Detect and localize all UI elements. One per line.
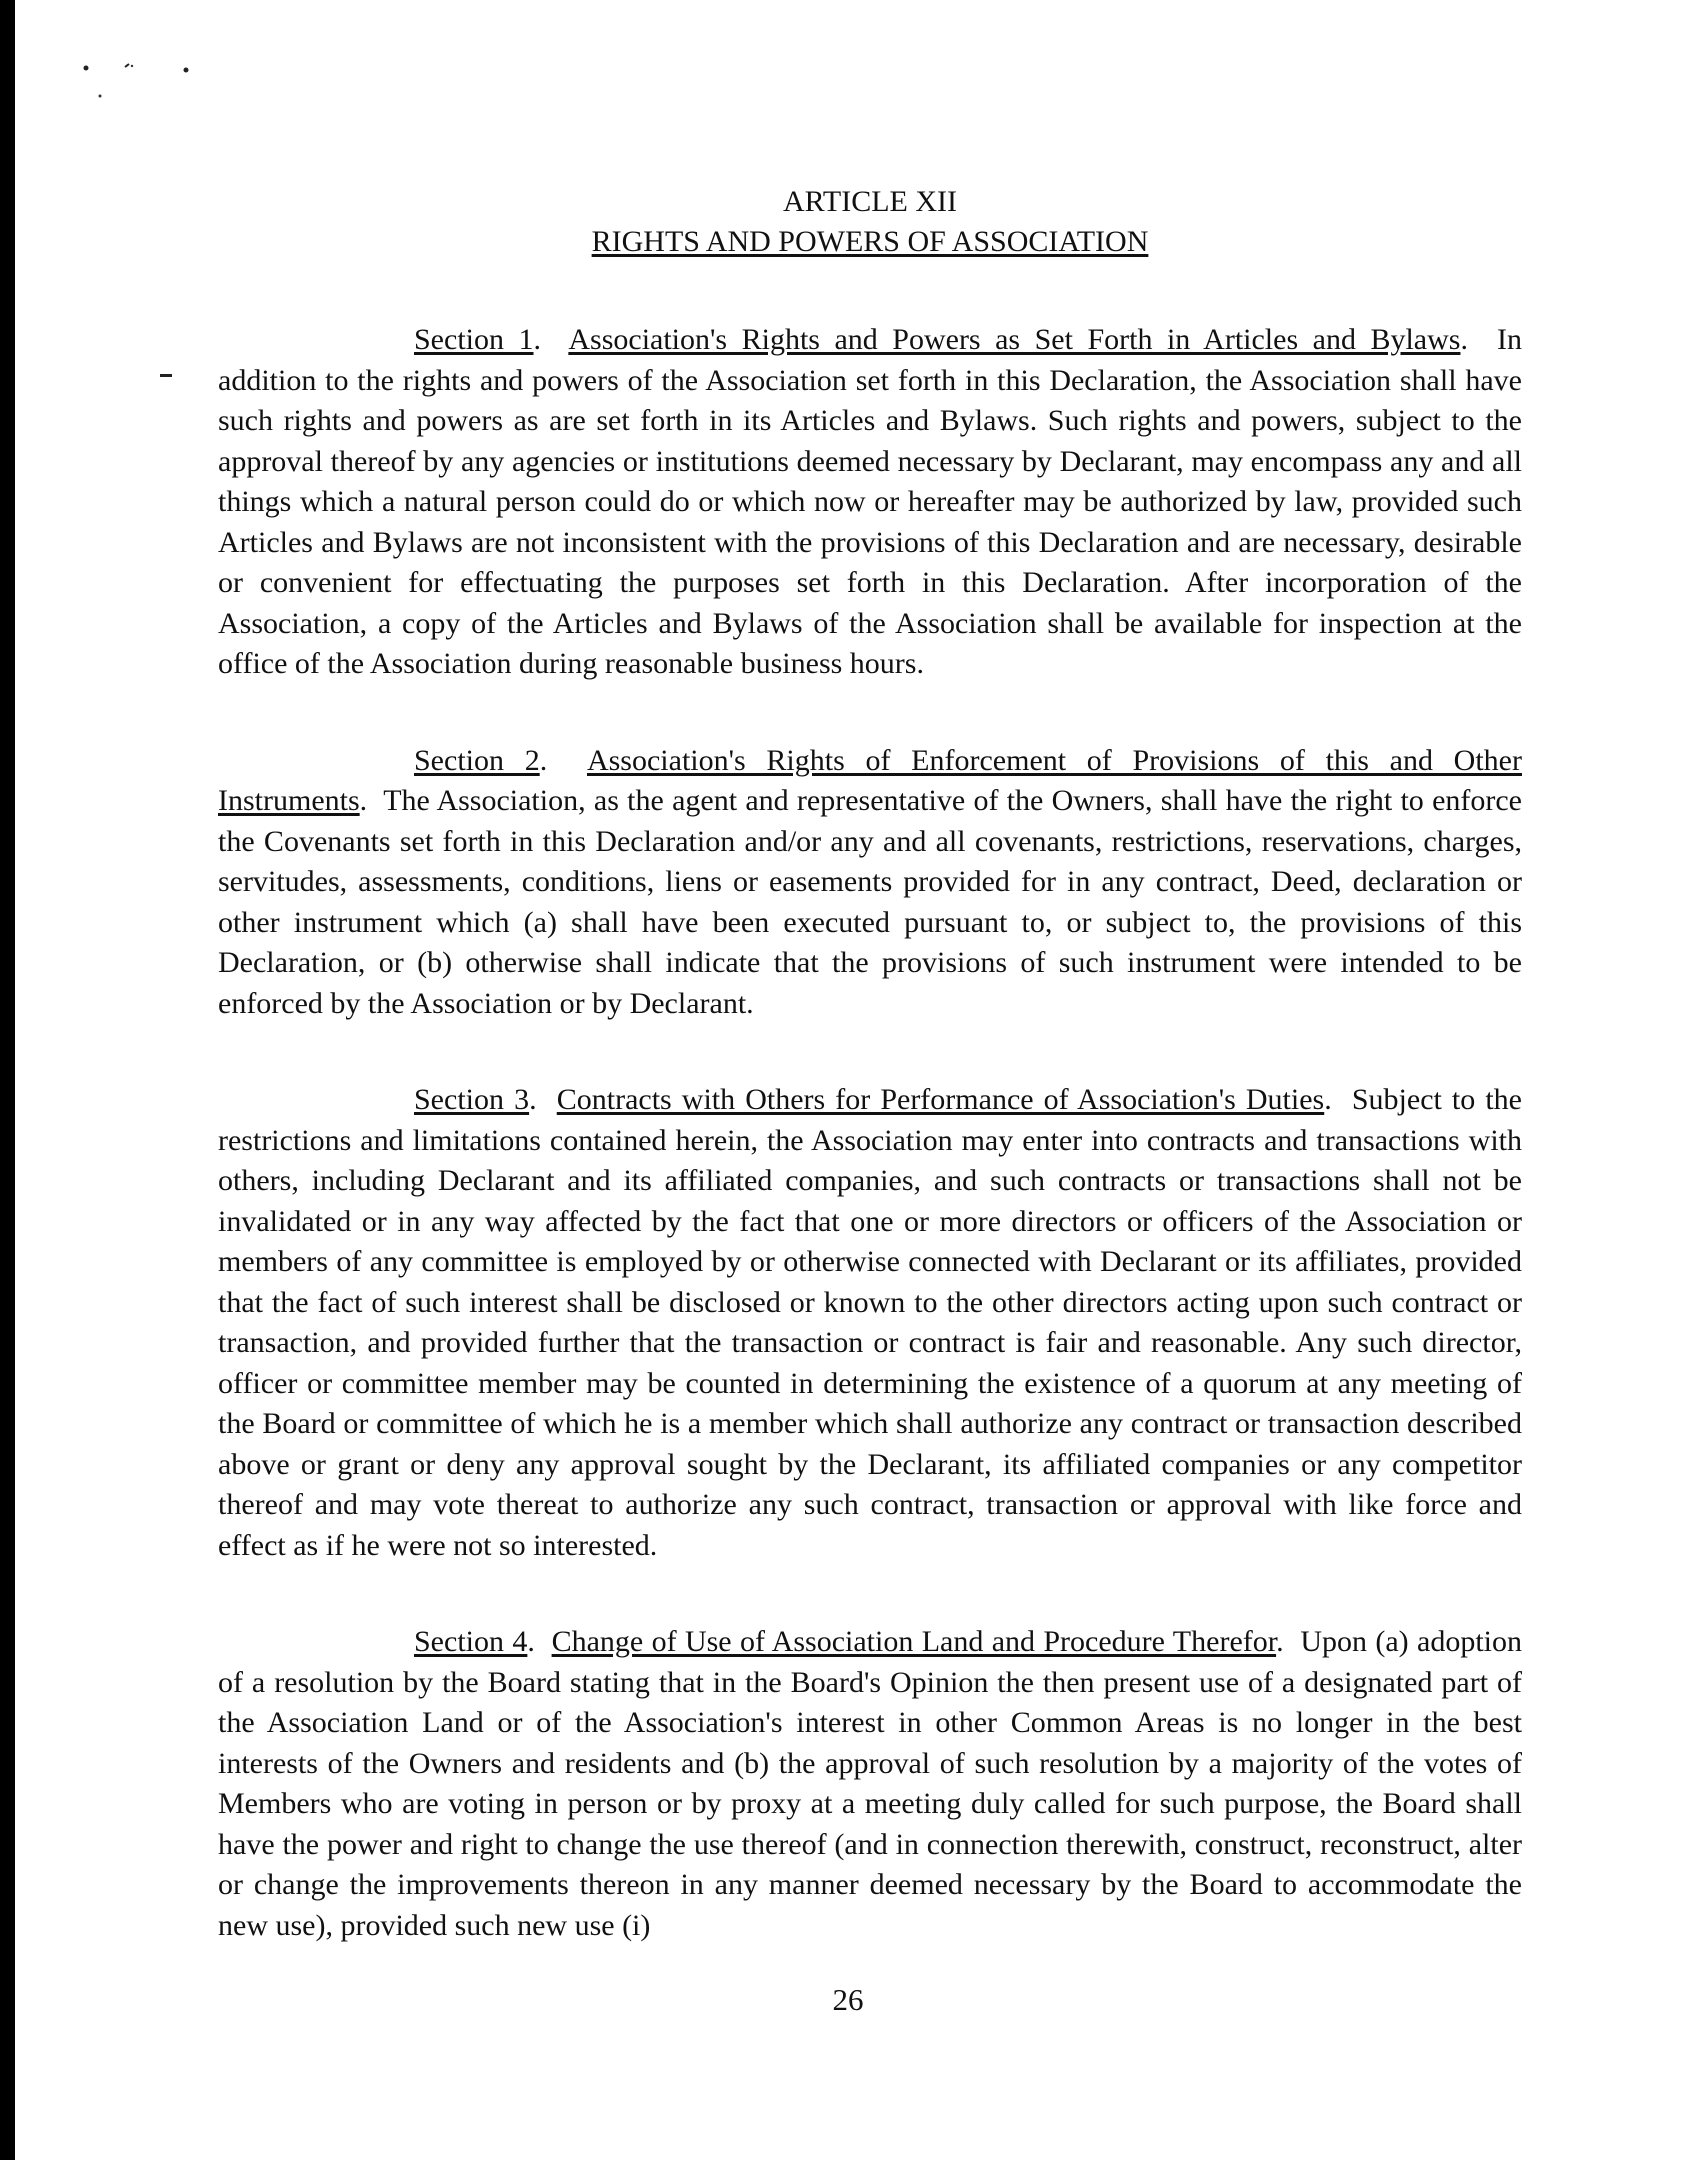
section-body: Upon (a) adoption of a resolution by the Board stating that in the Board's Opinion the then present use of a designated part of the Association Land or of the Association's interest in other Common Areas is no longer in the best interests of the Owners and residents and (b) the approval of such resolution by a majority of the votes of Members who are voting in person or by proxy at a meeting duly called for such purpose, the Board shall have the power and right to change the use thereof (and in connection therewith, construct, reconstruct, alter or change the improvements thereon in any manner deemed necessary by the Board to accommodate the new use), provided such new use (i) [218,1625,1523,1942]
section-body: Subject to the restrictions and limitations contained herein, the Association may enter into contracts and transactions with others, including Declarant and its affiliated companies, and such contracts or transactions shall not be invalidated or in any way affected by the fact that one or more directors or officers of the Association or members of any committee is employed by or otherwise connected with Declarant or its affiliates, provided that the fact of such interest shall be disclosed or known to the other directors acting upon such contract or transaction, and provided further that the transaction or contract is fair and reasonable. Any such director, officer or committee member may be counted in determining the existence of a quorum at any meeting of the Board or committee of which he is a member which shall authorize any contract or transaction described above or grant or deny any approval sought by the Declarant, its affiliated companies or any competitor thereof and may vote thereat to authorize any such contract, transaction or approval with like force and effect as if he were not so interested. [218,1083,1522,1562]
section-2: Section 2. Association's Rights of Enforcement of Provisions of this and Other Instruments. The Association, as the agent and representative of the Owners, shall have the right to enforce the Covenants set forth in this Declaration and/or any and all covenants, restrictions, reservations, charges, servitudes, assessments, conditions, liens or easements provided for in any contract, Deed, declaration or other instrument which (a) shall have been executed pursuant to, or subject to, the provisions of this Declaration, or (b) otherwise shall indicate that the provisions of such instrument were intended to be enforced by the Association or by Declarant. [218,743,1523,1020]
section-label: Section 4 [414,1625,528,1658]
section-4: Section 4. Change of Use of Association Land and Procedure Therefor. Upon (a) adoption of a resolution by the Board stating that in the Board's Opinion the then present use of a designated part of the Association Land or of the Association's interest in other Common Areas is no longer in the best interests of the Owners and residents and (b) the approval of such resolution by a majority of the votes of Members who are voting in person or by proxy at a meeting duly called for such purpose, the Board shall have the power and right to change the use thereof (and in connection therewith, construct, reconstruct, alter or change the improvements thereon in any manner deemed necessary by the Board to accommodate the new use), provided such new use (i) [218,1625,1523,1942]
section-1: Section 1. Association's Rights and Powers as Set Forth in Articles and Bylaws. In addition to the rights and powers of the Association set forth in this Declaration, the Association shall have such rights and powers as are set forth in its Articles and Bylaws. Such rights and powers, subject to the approval thereof by any agencies or institutions deemed necessary by Declarant, may encompass any and all things which a natural person could do or which now or hereafter may be authorized by law, provided such Articles and Bylaws are not inconsistent with the provisions of this Declaration and are necessary, desirable or convenient for effectuating the purposes set forth in this Declaration. After incorporation of the Association, a copy of the Articles and Bylaws of the Association shall be available for inspection at the office of the Association during reasonable business hours. [218,323,1522,680]
section-label: Section 1 [414,323,534,356]
sections-container [218,320,1522,1946]
scan-edge-bar [0,0,15,2160]
article-heading [218,182,1522,262]
section-title: Association's Rights of Enforcement of Provisions of this and Other Instruments [218,743,1522,817]
section-title: Association's Rights and Powers as Set Forth in Articles and Bylaws [568,323,1461,356]
section-body: In addition to the rights and powers of the Association set forth in this Declaration, the Association shall have such rights and powers as are set forth in its Articles and Bylaws. Such rights and powers, subject to the approval thereof by any agencies or institutions deemed necessary by Declarant, may encompass any and all things which a natural person could do or which now or hereafter may be authorized by law, provided such Articles and Bylaws are not inconsistent with the provisions of this Declaration and are necessary, desirable or convenient for effectuating the purposes set forth in this Declaration. After incorporation of the Association, a copy of the Articles and Bylaws of the Association shall be available for inspection at the office of the Association during reasonable business hours. [218,323,1522,680]
section-title: Contracts with Others for Performance of Association's Duties [556,1083,1325,1116]
section-label: Section 2 [414,743,540,777]
section-title: Change of Use of Association Land and Procedure Therefor [551,1625,1277,1658]
section-body: The Association, as the agent and representative of the Owners, shall have the right to enforce the Covenants set forth in this Declaration and/or any and all covenants, restrictions, reservations, charges, servitudes, assessments, conditions, liens or easements provided for in any contract, Deed, declaration or other instrument which (a) shall have been executed pursuant to, or subject to, the provisions of this Declaration, or (b) otherwise shall indicate that the provisions of such instrument were intended to be enforced by the Association or by Declarant. [218,784,1523,1020]
page-number: 26 [832,1982,864,2017]
section-label: Section 3 [414,1083,530,1116]
article-number: ARTICLE XII [783,185,957,218]
scan-specks [70,58,200,108]
section-3: Section 3. Contracts with Others for Performance of Association's Duties. Subject to the restrictions and limitations contained herein, the Association may enter into contracts and transactions with others, including Declarant and its affiliated companies, and such contracts or transactions shall not be invalidated or in any way affected by the fact that one or more directors or officers of the Association or members of any committee is employed by or otherwise connected with Declarant or its affiliates, provided that the fact of such interest shall be disclosed or known to the other directors acting upon such contract or transaction, and provided further that the transaction or contract is fair and reasonable. Any such director, officer or committee member may be counted in determining the existence of a quorum at any meeting of the Board or committee of which he is a member which shall authorize any contract or transaction described above or grant or deny any approval sought by the Declarant, its affiliated companies or any competitor thereof and may vote thereat to authorize any such contract, transaction or approval with like force and effect as if he were not so interested. [218,1083,1522,1562]
margin-dash-mark [160,374,172,377]
article-title: RIGHTS AND POWERS OF ASSOCIATION [591,225,1149,258]
document-page [218,182,1522,1976]
